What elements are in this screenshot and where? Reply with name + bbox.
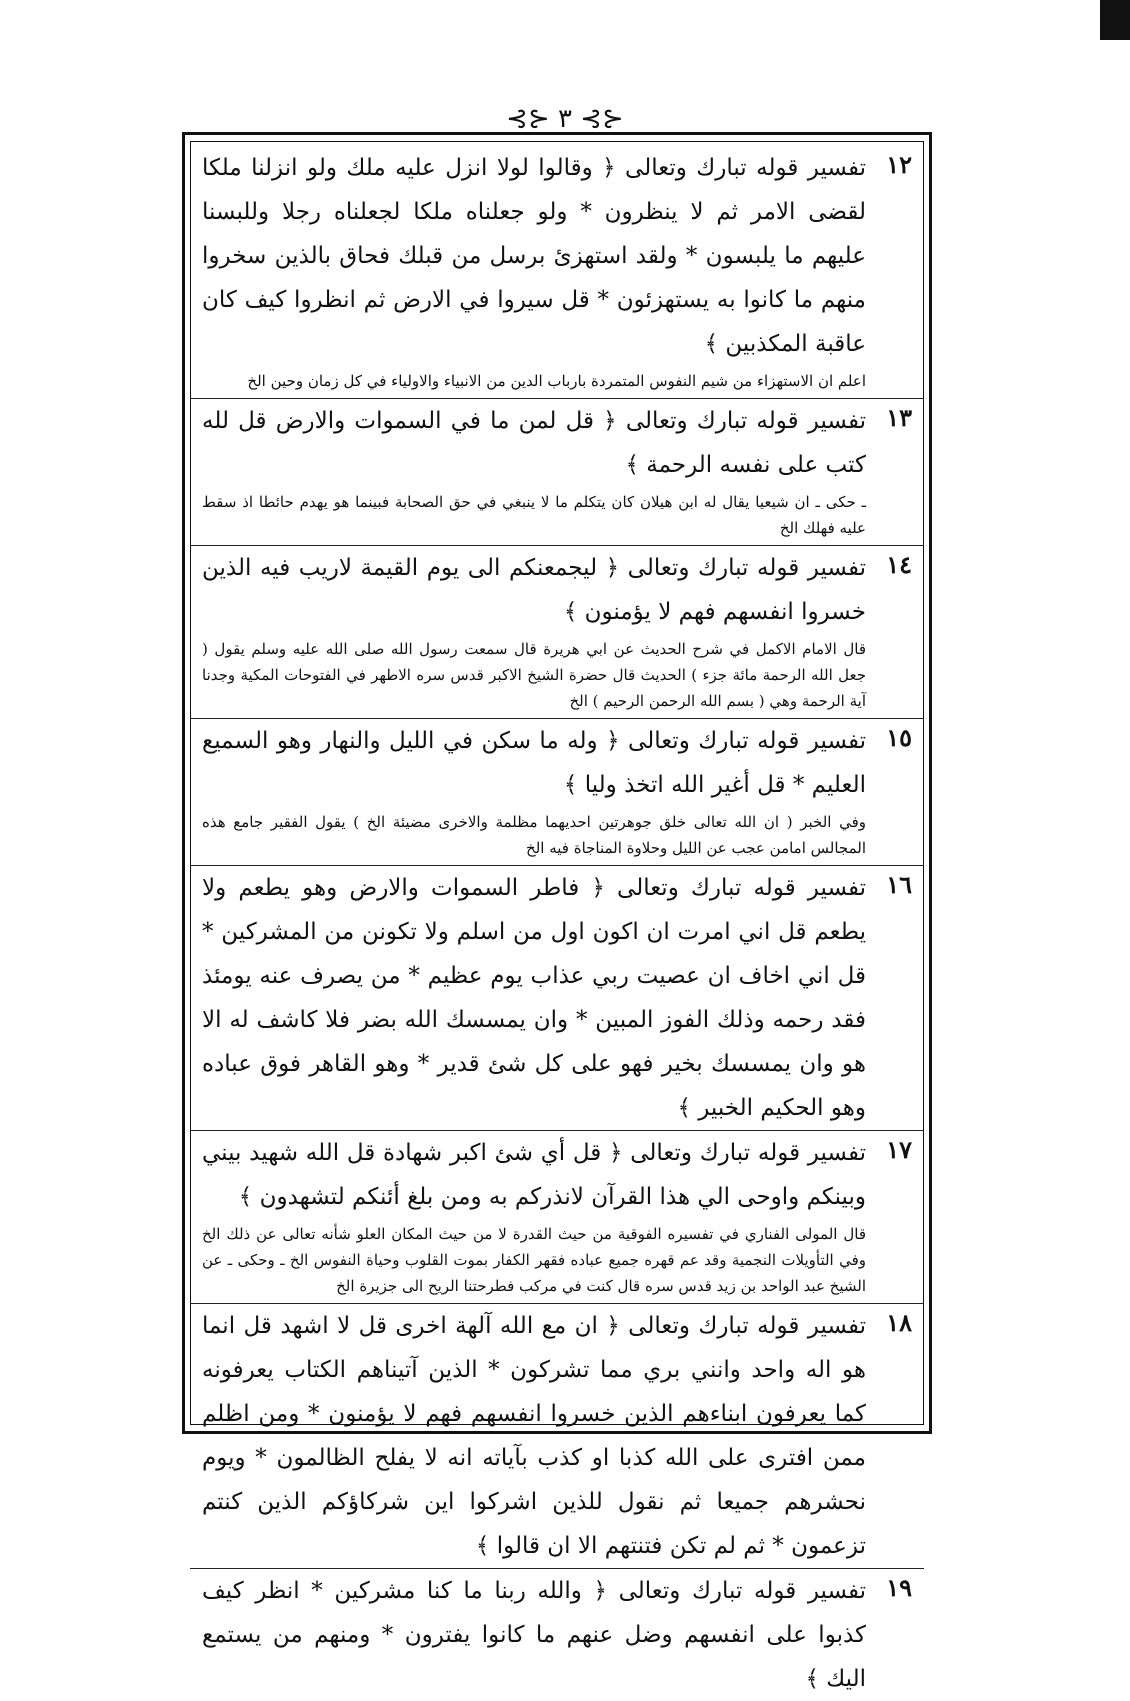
entry-12 <box>190 146 924 399</box>
ornament-left: ⊰⊱ <box>506 104 550 134</box>
entry-14 <box>190 546 924 719</box>
entry-number: ١٥ <box>886 723 912 752</box>
entry-13 <box>190 399 924 546</box>
scan-edge-mark <box>1100 0 1130 40</box>
entry-number: ١٩ <box>886 1573 912 1602</box>
page-content <box>190 146 924 1701</box>
entry-number: ١٣ <box>886 403 912 432</box>
entry-number: ١٧ <box>886 1135 912 1164</box>
entry-number: ١٤ <box>886 550 912 579</box>
page-number-text: ٣ <box>558 104 572 134</box>
verse-text: تفسير قوله تبارك وتعالى ﴿ قل لمن ما في السموات والارض قل لله كتب على نفسه الرحمة ﴾ <box>202 408 866 478</box>
verse-text: تفسير قوله تبارك وتعالى ﴿ والله ربنا ما كنا مشركين * انظر كيف كذبوا على انفسهم وضل عنهم ما كانوا يفترون * ومنهم من يستمع اليك ﴾ <box>202 1578 866 1692</box>
entry-number: ١٨ <box>886 1308 912 1337</box>
commentary-note: قال المولى الفناري في تفسيره الفوقية من حيث القدرة لا من حيث المكان العلو شأنه تعالى عن ذلك الخ وفي التأويلات النجمية وقد عم قهره جميع عباده فقهر الكفار بموت القلوب وحياة النفوس الخ ـ وحكى ـ عن الشيخ عبد الواحد بن زيد قدس سره قال كنت في مركب فطرحتنا الريح الى جزيرة الخ <box>202 1225 866 1295</box>
entry-15 <box>190 719 924 866</box>
entry-number: ١٢ <box>886 150 912 179</box>
commentary-note: ـ حكى ـ ان شيعيا يقال له ابن هيلان كان يتكلم ما لا ينبغي في حق الصحابة فبينما هو يهدم حائطا اذ سقط عليه فهلك الخ <box>202 493 866 537</box>
verse-text: تفسير قوله تبارك وتعالى ﴿ فاطر السموات والارض وهو يطعم ولا يطعم قل اني امرت ان اكون اول من اسلم ولا تكونن من المشركين * قل اني اخاف ان عصيت ربي عذاب يوم عظيم * من يصرف عنه يومئذ فقد رحمه وذلك الفوز المبين * وان يمسسك الله بضر فلا كاشف له الا هو وان يمسسك بخير فهو على كل شئ قدير * وهو القاهر فوق عباده وهو الحكيم الخبير ﴾ <box>202 875 866 1121</box>
entry-18 <box>190 1304 924 1569</box>
entry-number: ١٦ <box>886 870 912 899</box>
page-number <box>0 104 1130 134</box>
verse-text: تفسير قوله تبارك وتعالى ﴿ وله ما سكن في الليل والنهار وهو السميع العليم * قل أغير الله اتخذ وليا ﴾ <box>202 728 866 798</box>
entry-19 <box>190 1569 924 1701</box>
commentary-note: اعلم ان الاستهزاء من شيم النفوس المتمردة بارباب الدين من الانبياء والاولياء في كل زمان وحين الخ <box>247 372 866 390</box>
entry-17 <box>190 1131 924 1304</box>
entry-16 <box>190 866 924 1131</box>
verse-text: تفسير قوله تبارك وتعالى ﴿ ان مع الله آلهة اخرى قل لا اشهد قل انما هو اله واحد وانني بري مما تشركون * الذين آتيناهم الكتاب يعرفونه كما يعرفون ابناءهم الذين خسروا انفسهم فهم لا يؤمنون * ومن اظلم ممن افترى على الله كذبا او كذب بآياته انه لا يفلح الظالمون * ويوم نحشرهم جميعا ثم نقول للذين اشركوا اين شركاؤكم الذين كنتم تزعمون * ثم لم تكن فتنتهم الا ان قالوا ﴾ <box>202 1313 866 1559</box>
commentary-note: قال الامام الاكمل في شرح الحديث عن ابي هريرة قال سمعت رسول الله صلى الله عليه وسلم يقول ( جعل الله الرحمة مائة جزء ) الحديث قال حضرة الشيخ الاكبر قدس سره الاطهر في الفتوحات المكية وجدنا آية الرحمة وهي ( بسم الله الرحمن الرحيم ) الخ <box>202 640 866 710</box>
verse-text: تفسير قوله تبارك وتعالى ﴿ ليجمعنكم الى يوم القيمة لاريب فيه الذين خسروا انفسهم فهم لا يؤمنون ﴾ <box>202 555 866 625</box>
ornament-right: ⊰⊱ <box>580 104 624 134</box>
verse-text: تفسير قوله تبارك وتعالى ﴿ وقالوا لولا انزل عليه ملك ولو انزلنا ملكا لقضى الامر ثم لا ينظرون * ولو جعلناه ملكا لجعلناه رجلا وللبسنا عليهم ما يلبسون * ولقد استهزئ برسل من قبلك فحاق بالذين سخروا منهم ما كانوا به يستهزئون * قل سيروا في الارض ثم انظروا كيف كان عاقبة المكذبين ﴾ <box>202 155 866 357</box>
commentary-note: وفي الخبر ( ان الله تعالى خلق جوهرتين احديهما مظلمة والاخرى مضيئة الخ ) يقول الفقير جامع هذه المجالس امامن عجب عن الليل وحلاوة المناجاة فيه الخ <box>202 813 866 857</box>
verse-text: تفسير قوله تبارك وتعالى ﴿ قل أي شئ اكبر شهادة قل الله شهيد بيني وبينكم واوحى الي هذا القرآن لانذركم به ومن بلغ أئنكم لتشهدون ﴾ <box>202 1140 866 1210</box>
